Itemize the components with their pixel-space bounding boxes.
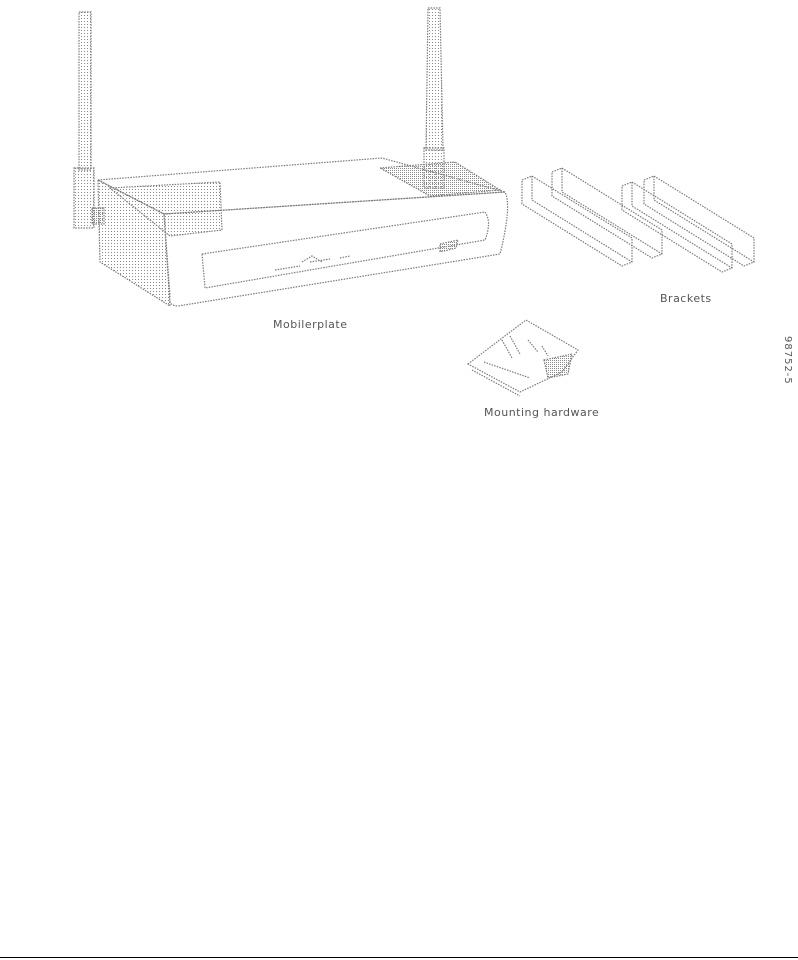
bracket-3 bbox=[622, 182, 732, 272]
brackets-label: Brackets bbox=[660, 292, 712, 305]
router-illustration bbox=[74, 8, 508, 306]
mounting-hardware-label: Mounting hardware bbox=[484, 406, 600, 419]
bracket-4 bbox=[644, 176, 754, 266]
mounting-hardware-illustration bbox=[468, 320, 578, 396]
bottom-rule bbox=[0, 957, 798, 958]
figure-id-label: 98752-5 bbox=[782, 336, 793, 385]
bracket-1 bbox=[522, 176, 632, 266]
hardware-bag bbox=[468, 320, 578, 392]
device-label: Mobilerplate bbox=[273, 318, 348, 331]
right-antenna bbox=[424, 8, 444, 188]
brackets-illustration bbox=[522, 168, 754, 272]
bracket-2 bbox=[552, 168, 662, 258]
